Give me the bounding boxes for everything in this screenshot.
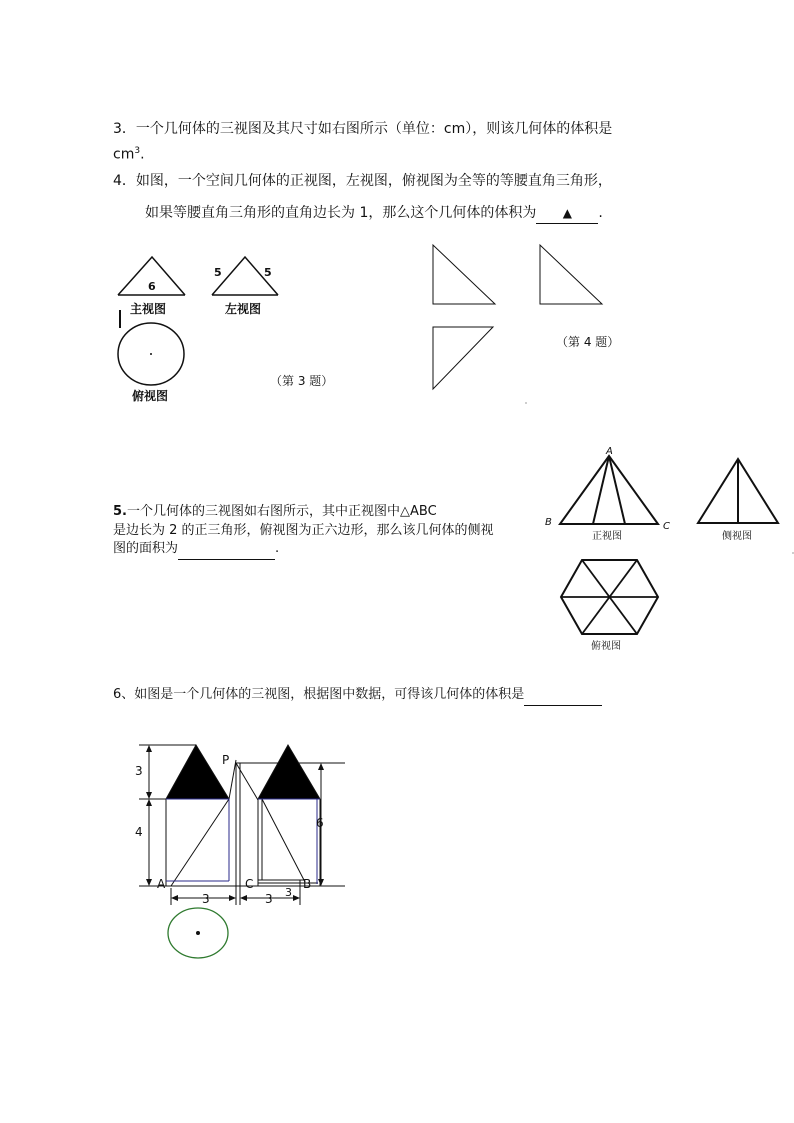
q4-line2-end: . [598, 205, 603, 221]
q3-dim-side-left: 5 [214, 266, 222, 279]
q3-dim-front: 6 [148, 280, 156, 293]
q5-line3-end: . [275, 541, 280, 556]
q6-point-p: P [222, 753, 230, 767]
q6-line1-text: 6、如图是一个几何体的三视图，根据图中数据，可得该几何体的体积是 [113, 687, 525, 702]
q5-side-label: 侧视图 [722, 531, 752, 542]
q6-point-c: C [245, 877, 254, 891]
q5-number: 5. [113, 504, 127, 519]
q3-line1: 3．一个几何体的三视图及其尺寸如右图所示（单位：cm），则该几何体的体积是 [113, 121, 613, 137]
q5-line1-text: 一个几何体的三视图如右图所示，其中正视图中△ABC [126, 504, 437, 519]
q6-dim-3-left: 3 [202, 892, 210, 906]
q3-unit-exp: 3 [134, 146, 141, 156]
q6-point-a: A [157, 877, 166, 891]
q3-side-label: 左视图 [225, 302, 262, 316]
q3-line2-end: . [140, 146, 145, 163]
q3-dim-side-right: 5 [264, 266, 272, 279]
q4-line1: 4．如图，一个空间几何体的正视图，左视图，俯视图为全等的等腰直角三角形， [113, 173, 612, 189]
q5-point-c: C [663, 521, 670, 532]
q5-line3-text: 图的面积为 [113, 541, 179, 556]
q5-point-a: A [606, 446, 613, 457]
q5-point-b: B [545, 517, 552, 528]
q3-front-label: 主视图 [130, 302, 167, 316]
q6-dim-6: 6 [316, 816, 324, 830]
triangle-mark-icon: ▲ [562, 206, 572, 220]
q3-unit: cm [113, 146, 135, 163]
q6-dim-4: 4 [135, 825, 143, 839]
q3-top-label: 俯视图 [132, 389, 169, 403]
q5-front-label: 正视图 [592, 531, 622, 542]
q6-dim-3-right: 3 [265, 892, 273, 906]
q5-line2: 是边长为 2 的正三角形，俯视图为正六边形，那么该几何体的侧视 [113, 523, 494, 538]
q6-dim-3-small: 3 [285, 886, 292, 899]
q4-caption: （第 4 题） [556, 335, 620, 349]
q3-caption: （第 3 题） [270, 374, 334, 388]
q6-point-b: B [303, 877, 312, 891]
q6-dim-3-top: 3 [135, 764, 143, 778]
q4-line2-text: 如果等腰直角三角形的直角边长为 1，那么这个几何体的体积为 [145, 205, 537, 221]
q5-top-label: 俯视图 [591, 641, 621, 652]
